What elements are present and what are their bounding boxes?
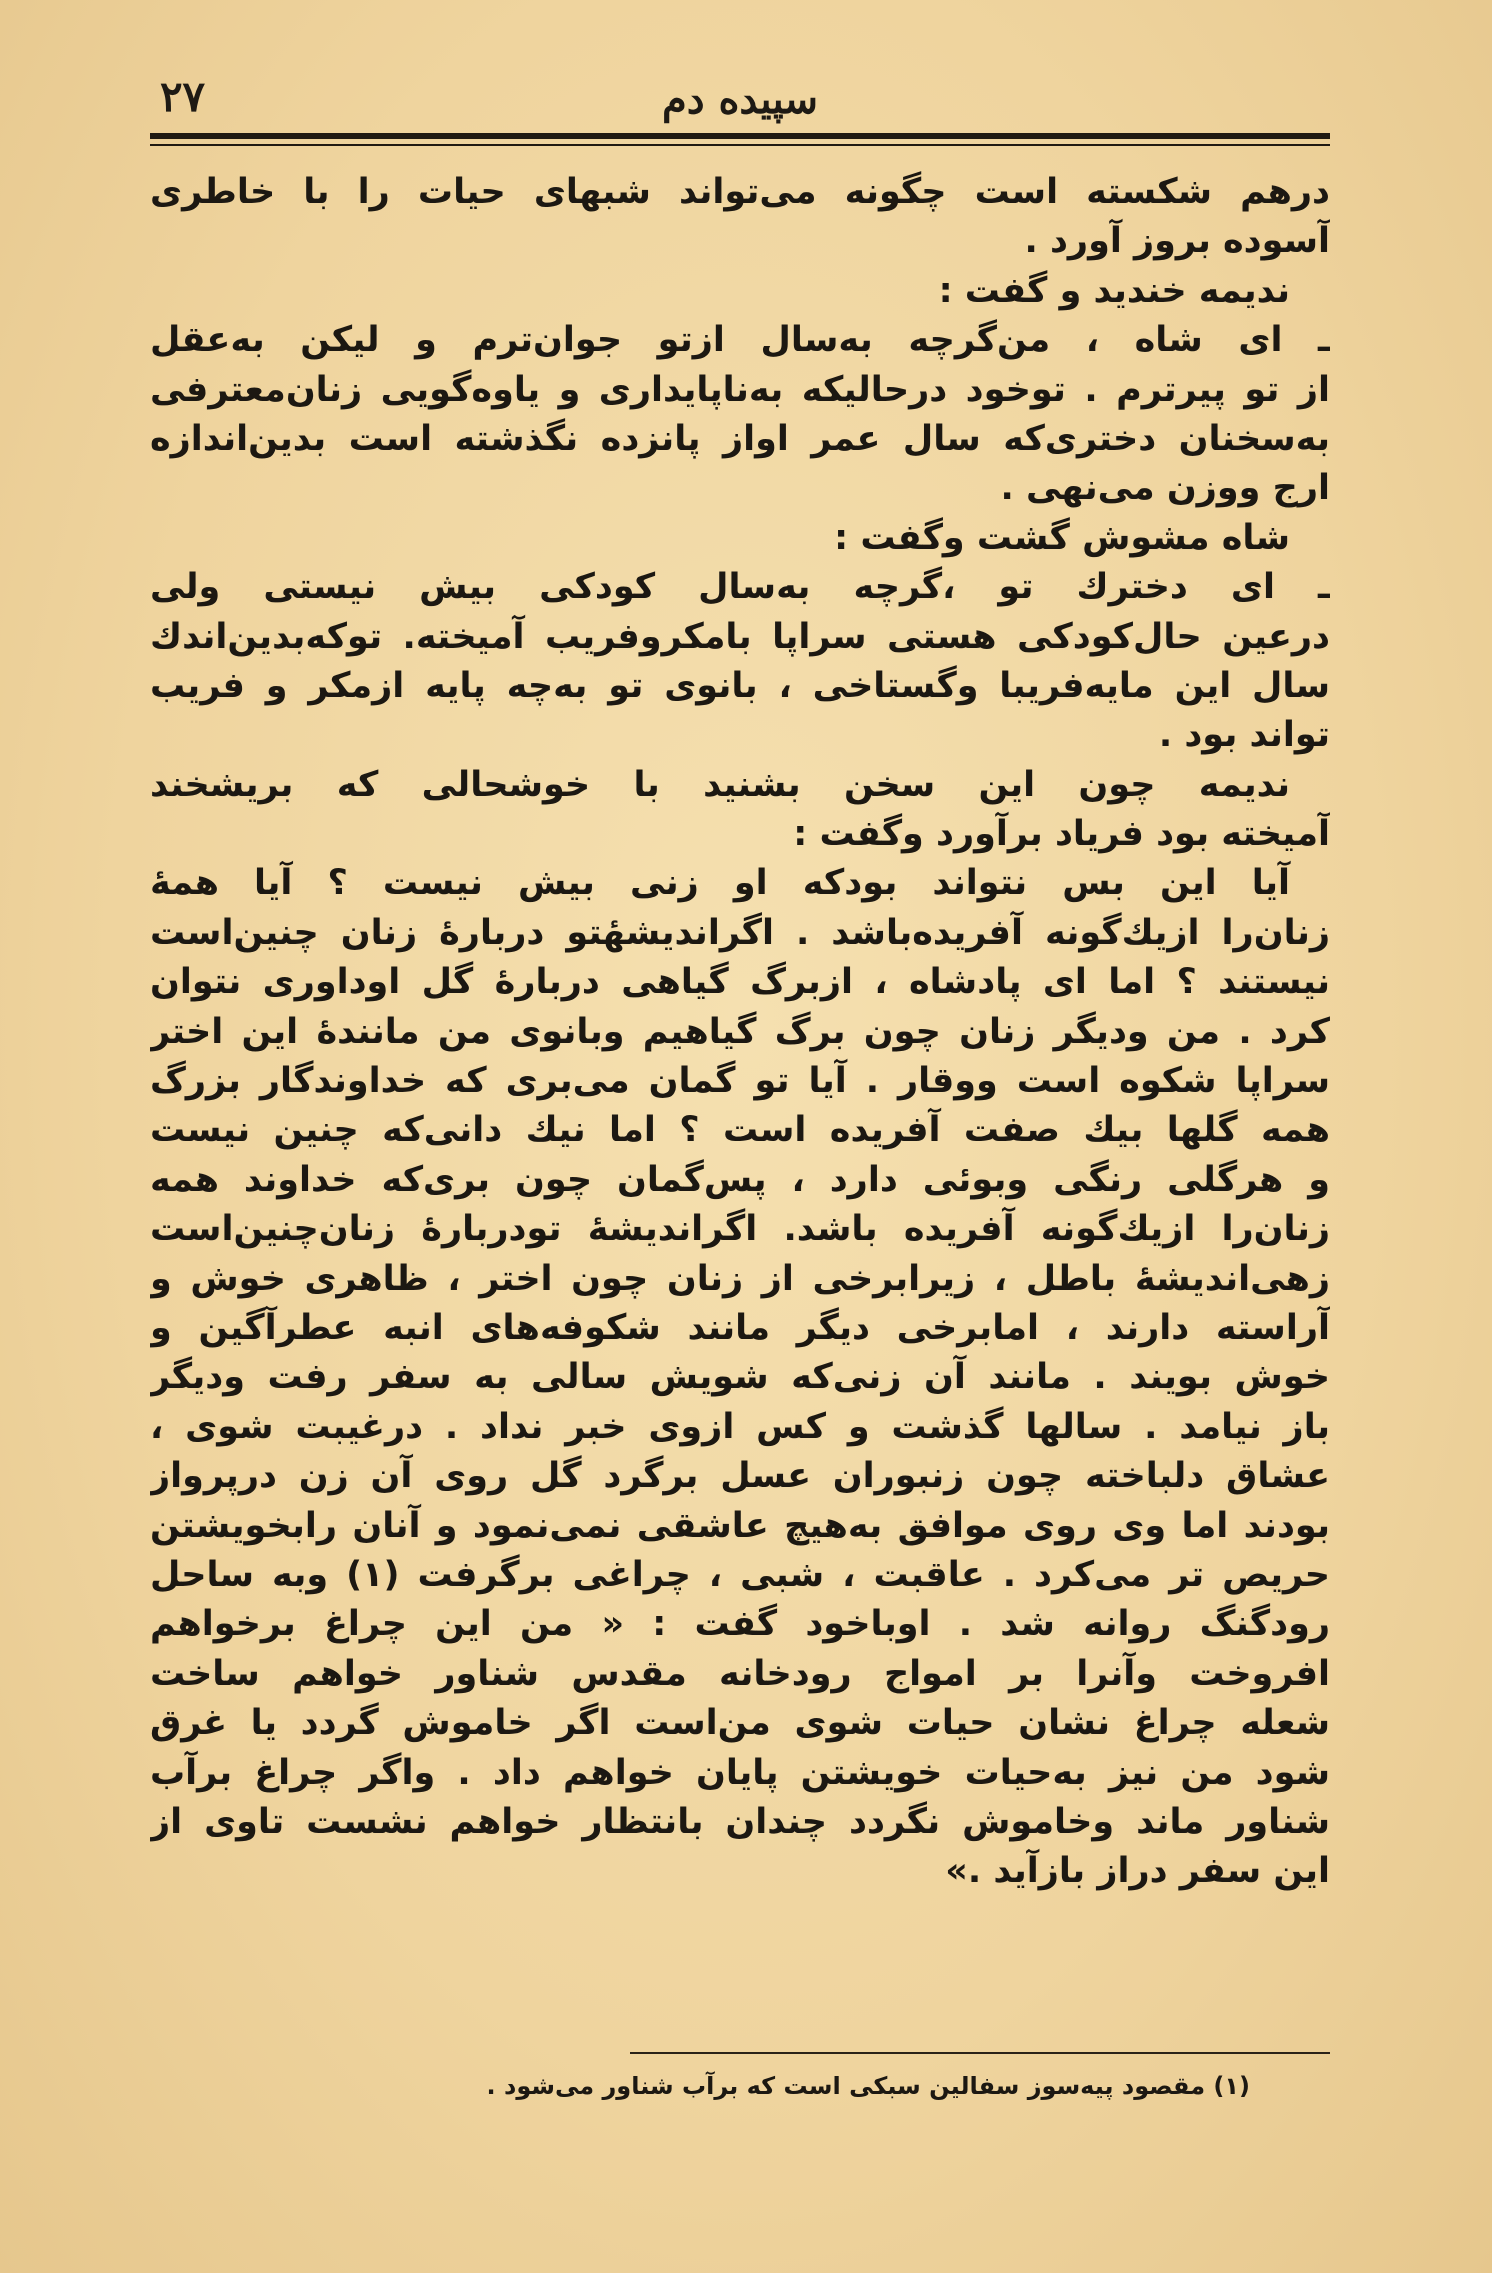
text-line: ندیمه خندید و گفت : xyxy=(938,270,1290,311)
page-number: ۲۷ xyxy=(160,72,206,121)
page-header xyxy=(150,70,1330,140)
text-line: شعله چراغ نشان حیات شوی من‌است اگر خاموش گردد یا غرق xyxy=(150,1703,1330,1744)
text-line: به‌سخنان دختری‌که سال عمر اواز پانزده نگذشته است بدین‌اندازه xyxy=(150,418,1330,459)
text-line: و هرگلی رنگی وبوئی دارد ، پس‌گمان چون بری‌که خداوند همه xyxy=(150,1159,1330,1200)
text-line: از تو پیرترم . توخود درحالیکه به‌ناپایداری و یاوه‌گویی زنان‌معترفی xyxy=(150,369,1330,410)
text-line: شود من نیز به‌حیات خویشتن پایان خواهم داد . واگر چراغ برآب xyxy=(150,1752,1330,1793)
text-line: درهم شکسته است چگونه می‌تواند شبهای حیات را با خاطری xyxy=(150,172,1330,212)
running-title: سپیده دم xyxy=(661,76,819,123)
footnote: (۱) مقصود پیه‌سوز سفالین سبکی است که برآب شناور می‌شود . xyxy=(486,2072,1250,2100)
text-line: کرد . من ودیگر زنان چون برگ گیاهیم وبانوی من مانندهٔ این اختر xyxy=(150,1011,1330,1052)
header-rule-thin xyxy=(150,144,1330,146)
text-line: ـ ای دخترك تو ،گرچه به‌سال کودکی بیش نیستی ولی xyxy=(150,567,1330,608)
text-line: آسوده بروز آورد . xyxy=(1024,221,1330,262)
text-line: شناور ماند وخاموش نگردد چندان بانتظار خواهم نشست تاوی از xyxy=(150,1801,1330,1842)
text-line: آمیخته بود فریاد برآورد وگفت : xyxy=(793,814,1330,855)
text-line: ندیمه چون این سخن بشنید با خوشحالی که بریشخند xyxy=(150,764,1290,805)
header-rule-thick xyxy=(150,133,1330,139)
text-line: بودند اما وی روی موافق به‌هیچ عاشقی نمی‌نمود و آنان رابخویشتن xyxy=(150,1505,1330,1546)
text-line: آراسته دارند ، امابرخی دیگر مانند شکوفه‌های انبه عطرآگین و xyxy=(150,1307,1330,1348)
text-line: خوش بویند . مانند آن زنی‌که شویش سالی به سفر رفت ودیگر xyxy=(150,1357,1330,1398)
text-line: درعین حال‌کودکی هستی سراپا بامکروفریب آمیخته. توکه‌بدین‌اندك xyxy=(150,616,1330,657)
text-line: عشاق دلباخته چون زنبوران عسل برگرد گل روی آن زن درپرواز xyxy=(150,1456,1330,1497)
text-line: زهی‌اندیشهٔ باطل ، زیرابرخی از زنان چون اختر ، ظاهری خوش و xyxy=(150,1258,1330,1299)
text-line: آیا این بس نتواند بودکه او زنی بیش نیست ؟ آیا همهٔ xyxy=(150,863,1290,904)
text-line: این سفر دراز بازآید .» xyxy=(945,1851,1330,1892)
text-line: زنان‌را ازیك‌گونه آفریده باشد. اگراندیشهٔ تودربارهٔ زنان‌چنین‌است xyxy=(150,1209,1330,1250)
text-line: سال این مایه‌فریبا وگستاخی ، بانوی تو به‌چه پایه ازمکر و فریب xyxy=(150,665,1330,706)
text-line: زنان‌را ازیك‌گونه آفریده‌باشد . اگراندیشهٔتو دربارهٔ زنان چنین‌است xyxy=(150,912,1330,953)
text-line: رودگنگ روانه شد . اوباخود گفت : « من این چراغ برخواهم xyxy=(150,1604,1330,1645)
text-line: ـ ای شاه ، من‌گرچه به‌سال ازتو جوان‌ترم و لیکن به‌عقل xyxy=(150,320,1330,361)
text-line: همه گلها بیك صفت آفریده است ؟ اما نیك دانی‌که چنین نیست xyxy=(150,1110,1330,1151)
text-line: تواند بود . xyxy=(1158,715,1330,756)
footnote-separator xyxy=(630,2052,1330,2054)
body-text xyxy=(150,168,1330,1897)
text-line: حریص تر می‌کرد . عاقبت ، شبی ، چراغی برگرفت (۱) وبه ساحل xyxy=(150,1554,1330,1595)
text-line: شاه مشوش گشت وگفت : xyxy=(834,517,1290,558)
text-line: باز نیامد . سالها گذشت و کس ازوی خبر نداد . درغیبت شوی ، xyxy=(150,1406,1330,1447)
text-line: نیستند ؟ اما ای پادشاه ، ازبرگ گیاهی دربارهٔ گل اوداوری نتوان xyxy=(150,962,1330,1003)
text-line: افروخت وآنرا بر امواج رودخانه مقدس شناور خواهم ساخت xyxy=(150,1653,1330,1694)
text-line: ارج ووزن می‌نهی . xyxy=(1000,468,1330,509)
text-line: سراپا شکوه است ووقار . آیا تو گمان می‌بری که خداوندگار بزرگ xyxy=(150,1061,1330,1102)
